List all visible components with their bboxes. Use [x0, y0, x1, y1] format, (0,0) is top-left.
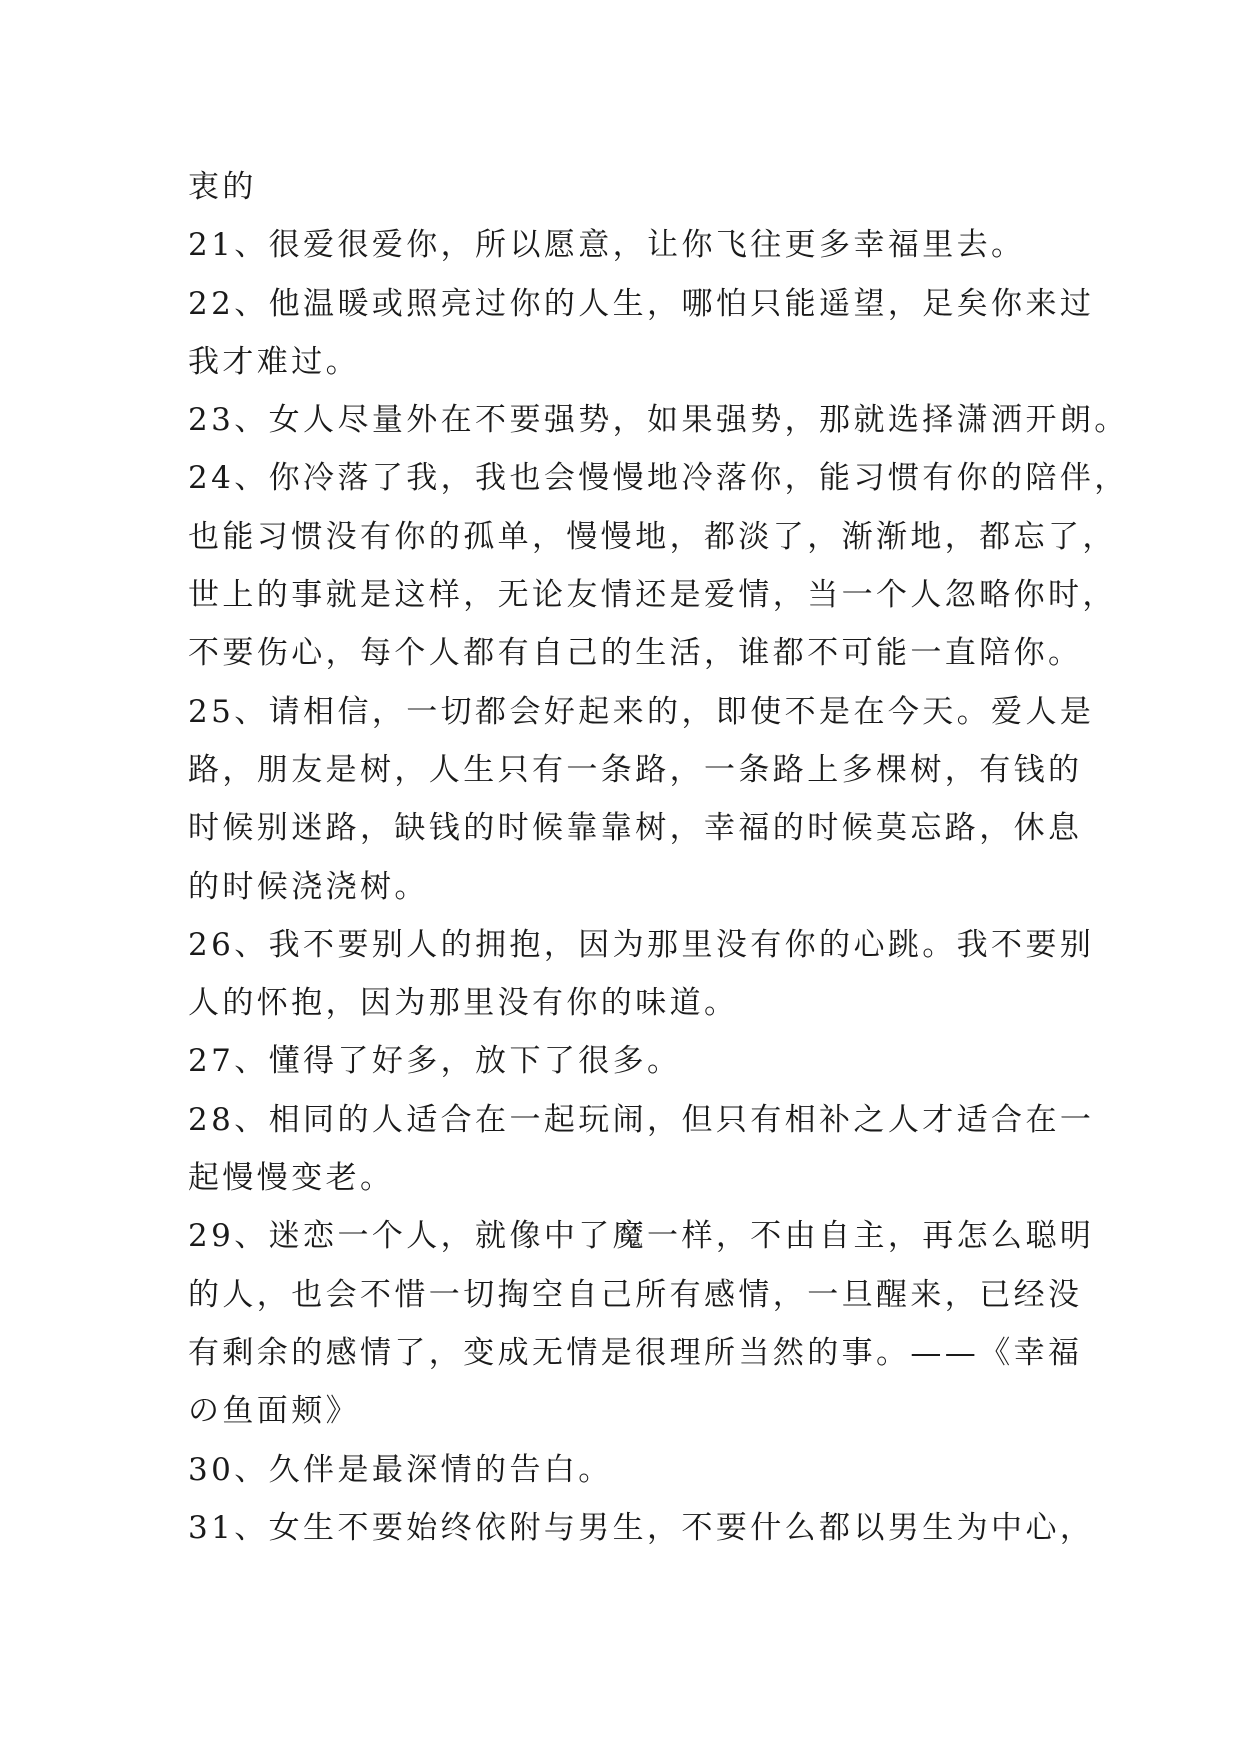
text-line: 路，朋友是树，人生只有一条路，一条路上多棵树，有钱的	[188, 751, 1083, 788]
text-line: 人的怀抱，因为那里没有你的味道。	[188, 985, 739, 1022]
text-line: 29、迷恋一个人，就像中了魔一样，不由自主，再怎么聪明	[188, 1218, 1095, 1255]
text-line: 不要伤心，每个人都有自己的生活，谁都不可能一直陪你。	[188, 635, 1083, 672]
text-line: 23、女人尽量外在不要强势，如果强势，那就选择潇洒开朗。	[188, 402, 1129, 439]
text-line: 21、很爱很爱你，所以愿意，让你飞往更多幸福里去。	[188, 227, 1026, 264]
text-line: 22、他温暖或照亮过你的人生，哪怕只能遥望，足矣你来过	[188, 285, 1095, 322]
text-line: 时候别迷路，缺钱的时候靠靠树，幸福的时候莫忘路，休息	[188, 810, 1083, 847]
text-line: 30、久伴是最深情的告白。	[188, 1451, 613, 1488]
text-line: 28、相同的人适合在一起玩闹，但只有相补之人才适合在一	[188, 1101, 1095, 1138]
text-line: 31、女生不要始终依附与男生，不要什么都以男生为中心，	[188, 1509, 1095, 1546]
text-line: 24、你冷落了我，我也会慢慢地冷落你，能习惯有你的陪伴，	[188, 460, 1129, 497]
text-line: 的人，也会不惜一切掏空自己所有感情，一旦醒来，已经没	[188, 1276, 1083, 1313]
text-line: 我才难过。	[188, 343, 360, 380]
text-line: 世上的事就是这样，无论友情还是爱情，当一个人忽略你时，	[188, 577, 1117, 614]
text-line: の鱼面颊》	[188, 1393, 360, 1430]
text-line: 衷的	[188, 169, 257, 205]
text-line: 25、请相信，一切都会好起来的，即使不是在今天。爱人是	[188, 693, 1095, 730]
text-line: 有剩余的感情了，变成无情是很理所当然的事。——《幸福	[188, 1334, 1083, 1371]
document-page	[188, 158, 1129, 1557]
text-line: 的时候浇浇树。	[188, 868, 429, 905]
text-line: 27、懂得了好多，放下了很多。	[188, 1043, 682, 1080]
text-line: 26、我不要别人的拥抱，因为那里没有你的心跳。我不要别	[188, 926, 1095, 963]
text-line: 也能习惯没有你的孤单，慢慢地，都淡了，渐渐地，都忘了，	[188, 518, 1117, 555]
text-line: 起慢慢变老。	[188, 1160, 395, 1197]
